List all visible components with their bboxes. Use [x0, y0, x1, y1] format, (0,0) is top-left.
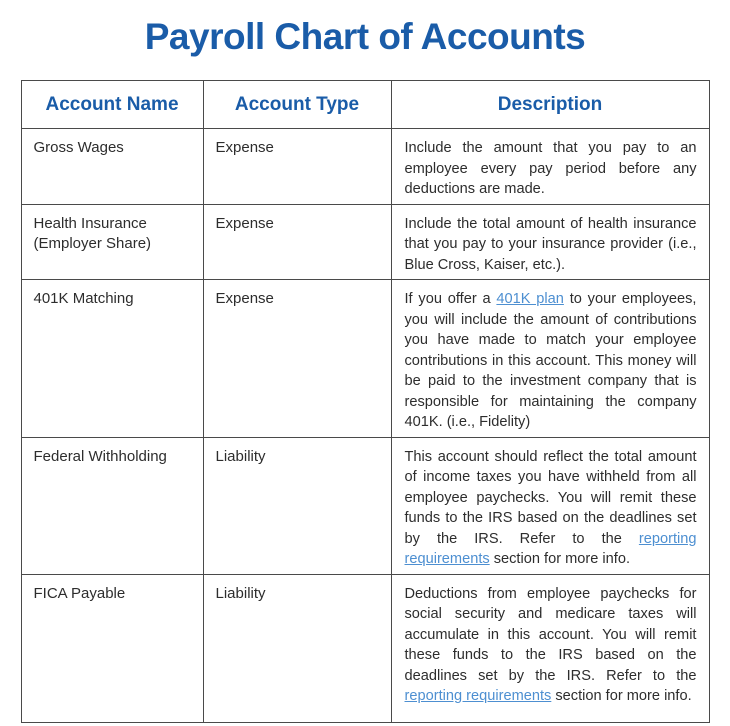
table-row	[21, 574, 709, 722]
column-header-account-type: Account Type	[203, 81, 391, 129]
column-header-description: Description	[391, 81, 709, 129]
header-row	[21, 81, 709, 129]
description-cell	[391, 574, 709, 722]
table-row	[21, 129, 709, 205]
description-text: Include the amount that you pay to an employee every pay period before any deductions are made.	[404, 140, 697, 197]
link-401k-plan[interactable]: 401K plan	[496, 291, 564, 307]
account-type-cell: Expense	[203, 129, 391, 205]
account-name-cell: FICA Payable	[21, 574, 203, 722]
account-type-cell: Liability	[203, 437, 391, 574]
account-name-cell: 401K Matching	[21, 280, 203, 438]
account-type-cell: Liability	[203, 574, 391, 722]
table-row	[21, 204, 709, 280]
description-text: to your employees, you will include the amount of contributions you have made to match your employee contributions in this account. This money will be paid to the investment company that is responsible for maintaining the company 401K. (i.e., Fidelity)	[404, 291, 697, 430]
account-name-cell: Health Insurance (Employer Share)	[21, 204, 203, 280]
description-text: Include the total amount of health insurance that you pay to your insurance provider (i.e., Blue Cross, Kaiser, etc.).	[404, 215, 697, 273]
description-cell	[391, 280, 709, 438]
link-reporting-requirements[interactable]: reporting requirements	[404, 530, 697, 567]
account-type-cell: Expense	[203, 204, 391, 280]
table-body	[21, 129, 709, 723]
account-name-cell: Federal Withholding	[21, 437, 203, 574]
description-text: section for more info.	[551, 688, 692, 704]
description-cell	[391, 129, 709, 205]
description-cell	[391, 437, 709, 574]
description-text: Deductions from employee paychecks for social security and medicare taxes will accumulate in this account. You will remit these funds to the IRS based on the deadlines set by the IRS. Refer to the	[404, 585, 697, 684]
account-type-cell: Expense	[203, 280, 391, 438]
page-title: Payroll Chart of Accounts	[144, 16, 586, 57]
description-text: section for more info.	[489, 551, 630, 567]
link-reporting-requirements[interactable]: reporting requirements	[404, 688, 552, 704]
table-row	[21, 437, 709, 574]
account-name-cell: Gross Wages	[21, 129, 203, 205]
description-cell	[391, 204, 709, 280]
description-text: This account should reflect the total amount of income taxes you have withheld from all employee paychecks. You will remit these funds to the IRS based on the deadlines set by the IRS. Refer to the	[404, 448, 697, 547]
column-header-account-name: Account Name	[21, 81, 203, 129]
table-row	[21, 280, 709, 438]
description-text: If you offer a	[404, 291, 497, 307]
accounts-table	[21, 80, 710, 723]
